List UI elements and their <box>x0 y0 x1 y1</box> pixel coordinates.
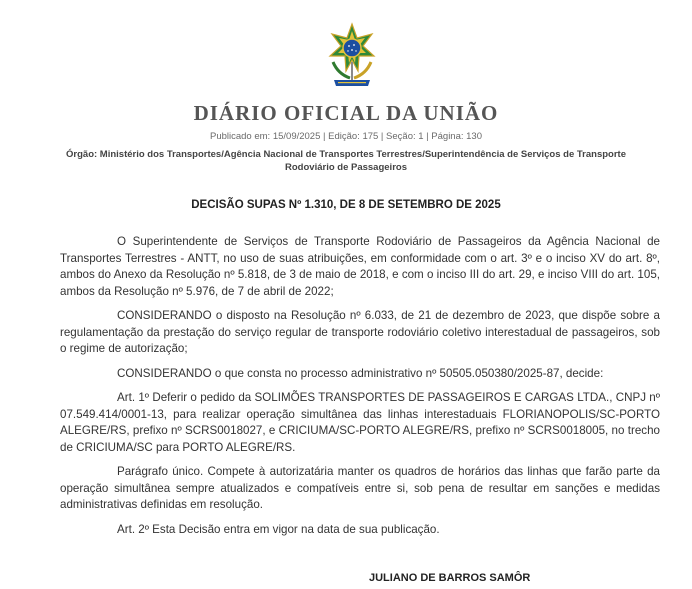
paragraph-unico: Parágrafo único. Compete à autorizatária manter os quadros de horários das linhas que farão parte da operação simultânea sempre atualizados e compatíveis entre si, sob pena de resultar em sanções e medidas administrativas definidas em resolução. <box>60 465 660 511</box>
paragraph-considerando-1: CONSIDERANDO o disposto na Resolução nº 6.033, de 21 de dezembro de 2023, que dispõe sobre a regulamentação da prestação do serviço regular de transporte rodoviário coletivo interestadual de passageiros, sob o regime de autorização; <box>60 309 660 355</box>
orgao-value: Ministério dos Transportes/Agência Nacional de Transportes Terrestres/Superintendência de Serviços de Transporte Rodoviário de Passageiros <box>99 149 626 173</box>
document-body <box>60 234 660 546</box>
paragraph-preamble: O Superintendente de Serviços de Transporte Rodoviário de Passageiros da Agência Nacional de Transportes Terrestres - ANTT, no uso de suas atribuições, em conformidade com o art. 3º e o inciso XV do art. 8º, ambos do Anexo da Resolução nº 5.818, de 3 de maio de 2018, e com o inciso III do art. 29, e inciso VIII do art. 105, ambos da Resolução nº 5.976, de 7 de abril de 2022; <box>60 235 660 298</box>
signature: JULIANO DE BARROS SAMÔR <box>369 572 531 584</box>
orgao-label: Órgão: <box>66 149 98 160</box>
paragraph-considerando-2: CONSIDERANDO o que consta no processo administrativo nº 50505.050380/2025-87, decide: <box>117 366 604 380</box>
paragraph-art-1: Art. 1º Deferir o pedido da SOLIMÕES TRANSPORTES DE PASSAGEIROS E CARGAS LTDA., CNPJ nº 07.549.414/0001-13, para realizar operação simultânea das linhas interestaduais FLORIANOPOLIS/SC-PORTO ALEGRE/RS, prefixo nº SCRS0018027, e CRICIUMA/SC-PORTO ALEGRE/RS, prefixo nº SCRS0018005, no trecho de CRICIUMA/SC para PORTO ALEGRE/RS. <box>60 391 660 454</box>
paragraph-art-2: Art. 2º Esta Decisão entra em vigor na data de sua publicação. <box>117 522 440 536</box>
page-title: DIÁRIO OFICIAL DA UNIÃO <box>193 101 499 125</box>
orgao-line <box>40 148 652 174</box>
publication-meta: Publicado em: 15/09/2025 | Edição: 175 | Seção: 1 | Página: 130 <box>209 131 482 142</box>
document-heading: DECISÃO SUPAS Nº 1.310, DE 8 DE SETEMBRO DE 2025 <box>191 199 501 211</box>
brazil-coat-of-arms-icon <box>326 22 378 90</box>
